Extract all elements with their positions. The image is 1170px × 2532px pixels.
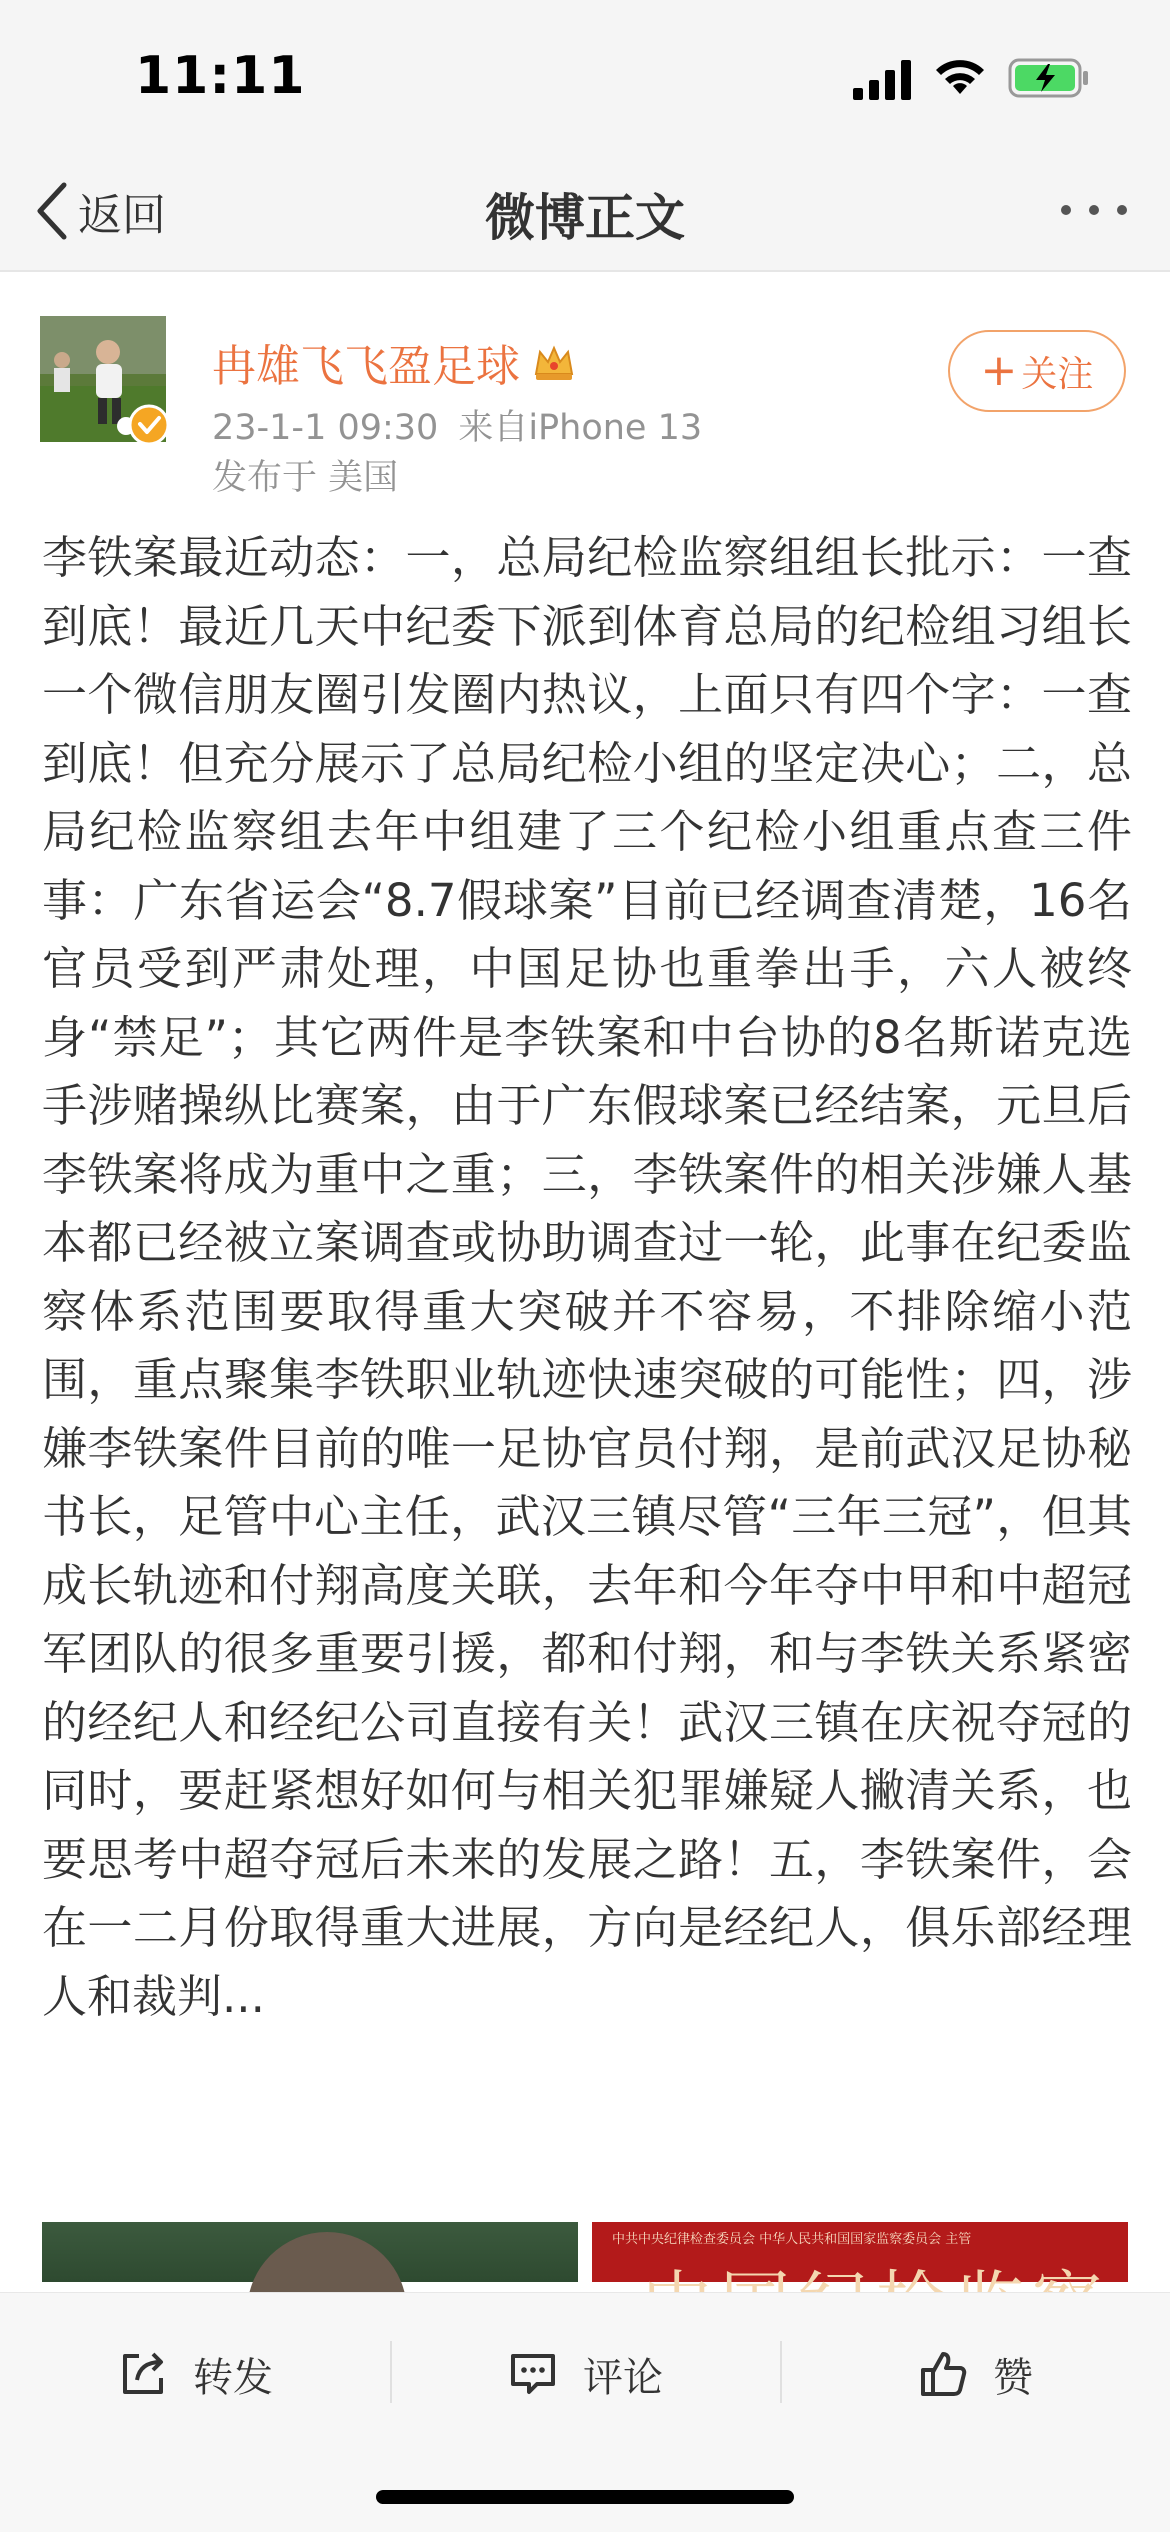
more-icon[interactable] (1054, 182, 1134, 238)
post-image-2[interactable] (592, 2222, 1128, 2282)
post-image-1[interactable] (42, 2222, 578, 2282)
comment-icon (507, 2348, 559, 2400)
repost-button[interactable] (0, 2329, 390, 2419)
follow-button[interactable] (948, 330, 1126, 412)
follow-label: 关注 (1021, 353, 1094, 395)
signal-icon (853, 60, 913, 100)
post-source: 来自iPhone 13 (458, 408, 703, 448)
follow-plus: + (980, 345, 1018, 396)
home-indicator (376, 2490, 794, 2504)
crown-icon (532, 342, 576, 382)
post-body: 李铁案最近动态：一，总局纪检监察组组长批示：一查到底！最近几天中纪委下派到体育总局的纪检组习组长一个微信朋友圈引发圈内热议，上面只有四个字：一查到底！但充分展示了总局纪检小组的坚定决心；二，总局纪检监察组去年中组建了三个纪检小组重点查三件事：广东省运会“8.7假球案”目前已经调查清楚，16名官员受到严肃处理，中国足协也重拳出手，六人被终身“禁足”；其它两件是李铁案和中台协的8名斯诺克选手涉赌操纵比赛案，由于广东假球案已经结案，元旦后李铁案将成为重中之重；三，李铁案件的相关涉嫌人基本都已经被立案调查或协助调查过一轮，此事在纪委监察体系范围要取得重大突破并不容易，不排除缩小范围，重点聚集李铁职业轨迹快速突破的可能性；四，涉嫌李铁案件目前的唯一足协官员付翔，是前武汉足协秘书长，足管中心主任，武汉三镇尽管“三年三冠”，但其成长轨迹和付翔高度关联，去年和今年夺中甲和中超冠军团队的很多重要引援，都和付翔，和与李铁关系紧密的经纪人和经纪公司直接有关！武汉三镇在庆祝夺冠的同时，要赶紧想好如何与相关犯罪嫌疑人撇清关系，也要思考中超夺冠后未来的发展之路！五，李铁案件，会在一二月份取得重大进展，方向是经纪人，俱乐部经理人和裁判... (42, 531, 1132, 2023)
verified-icon (128, 404, 170, 446)
post-date: 23-1-1 09:30 (212, 408, 439, 448)
username-text: 冉雄飞飞盈足球 (212, 341, 520, 392)
post-location: 发布于 美国 (212, 458, 399, 498)
username[interactable] (212, 330, 576, 394)
comment-label: 评论 (583, 2354, 663, 2401)
post-meta (212, 400, 702, 450)
status-bar (0, 0, 1170, 150)
repost-icon (117, 2348, 169, 2400)
like-label: 赞 (993, 2354, 1033, 2401)
status-time: 11:11 (135, 46, 306, 106)
page-title: 微博正文 (485, 189, 685, 247)
wifi-icon (933, 56, 987, 98)
nav-bar (0, 150, 1170, 272)
like-button[interactable] (780, 2329, 1170, 2419)
back-label: 返回 (78, 190, 166, 241)
battery-icon (1008, 58, 1090, 98)
repost-label: 转发 (193, 2354, 273, 2401)
like-icon (917, 2348, 969, 2400)
post-image-2-header: 中共中央纪律检查委员会 中华人民共和国国家监察委员会 主管 (612, 2232, 972, 2247)
comment-button[interactable] (390, 2329, 780, 2419)
